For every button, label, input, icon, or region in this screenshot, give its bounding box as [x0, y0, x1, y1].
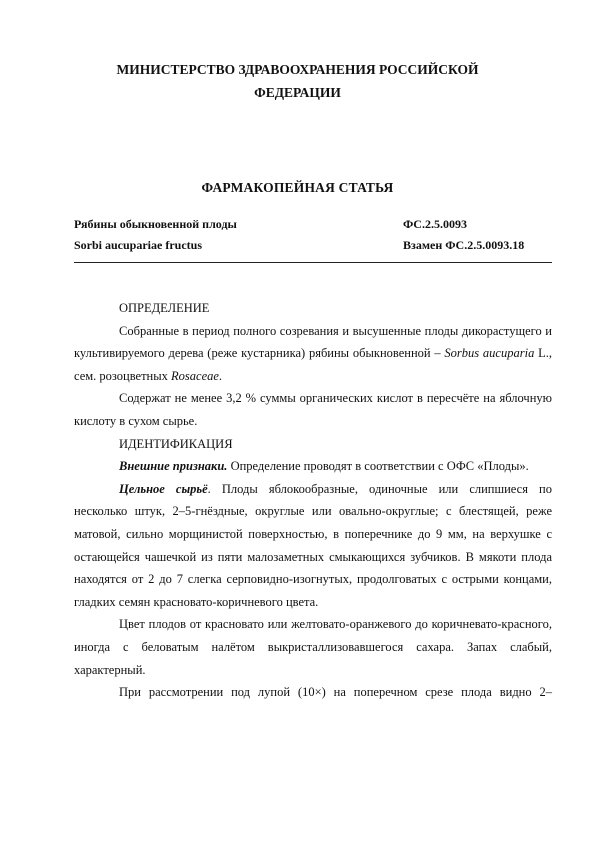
- magnifier-paragraph: При рассмотрении под лупой (10×) на поперечном срезе плода видно 2–: [119, 685, 552, 700]
- definition-text-b: L., сем. розоцветных: [74, 346, 553, 383]
- external-features-paragraph: [74, 455, 552, 478]
- color-paragraph: Цвет плодов от красновато или желтовато-оранжевого до коричневато-красного, иногда с беловатым налётом выкристаллизовавшегося сахара. Запах слабый, характерный.: [74, 617, 552, 677]
- family-name: Rosaceae: [171, 368, 219, 383]
- ministry-line-1: МИНИСТЕРСТВО ЗДРАВООХРАНЕНИЯ РОССИЙСКОЙ: [116, 62, 479, 77]
- definition-text-a: Собранные в период полного созревания и высушенные плоды дикорастущего и культивируемого дерева (реже кустарника) рябины обыкновенной –: [74, 323, 552, 361]
- ministry-line-2: ФЕДЕРАЦИИ: [254, 85, 341, 100]
- species-name: Sorbus aucuparia: [444, 346, 535, 361]
- external-features-label: Внешние признаки.: [119, 459, 228, 474]
- whole-material-paragraph: [74, 478, 552, 614]
- article-body: [74, 297, 552, 704]
- ministry-header: [60, 58, 535, 104]
- article-code: ФС.2.5.0093: [403, 217, 467, 231]
- definition-paragraph: [74, 320, 552, 388]
- content-paragraph: Содержат не менее 3,2 % суммы органических кислот в пересчёте на яблочную кислоту в сухом сырье.: [74, 391, 552, 428]
- article-type-title: ФАРМАКОПЕЙНАЯ СТАТЬЯ: [201, 180, 394, 195]
- whole-material-text: . Плоды яблокообразные, одиночные или слипшиеся по несколько штук, 2–5-гнёздные, округлые или овально-округлые; с блестящей, реже матовой, сильно морщинистой поверхностью, в поперечнике до 9 мм, на верхушке с остающейся чашечкой из пяти малозаметных смыкающихся зубчиков. В мякоти плода находятся от 2 до 7 слегка серповидно-изогнутых, продолговатых с острыми концами, гладких семян красновато-коричневого цвета.: [74, 481, 552, 609]
- meta-row-1: [74, 217, 552, 232]
- identification-heading: ИДЕНТИФИКАЦИЯ: [119, 436, 233, 451]
- definition-text-c: .: [218, 368, 223, 383]
- plant-name-latin: Sorbi aucupariae fructus: [74, 238, 203, 252]
- definition-heading: ОПРЕДЕЛЕНИЕ: [119, 301, 210, 315]
- whole-material-label: Цельное сырьё: [119, 481, 208, 496]
- external-features-text: Определение проводят в соответствии с ОФС «Плоды».: [227, 459, 529, 474]
- meta-row-2: [74, 238, 552, 253]
- replaces-code: Взамен ФС.2.5.0093.18: [403, 238, 525, 252]
- header-divider: [74, 262, 552, 263]
- plant-name-russian: Рябины обыкновенной плоды: [74, 217, 237, 231]
